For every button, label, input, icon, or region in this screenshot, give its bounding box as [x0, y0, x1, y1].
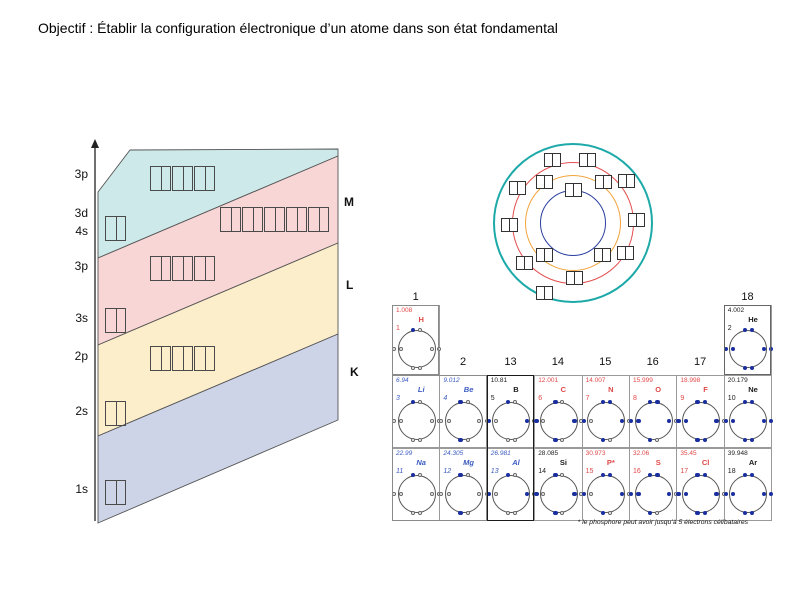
- element-symbol: Li: [417, 385, 425, 394]
- electron-dot: [487, 419, 491, 423]
- electron-slot: [447, 492, 451, 496]
- electron-dot: [724, 347, 728, 351]
- element-number: 11: [396, 468, 404, 475]
- electron-dot: [553, 438, 557, 442]
- group-header-2: 2: [460, 356, 467, 368]
- orbital-label-3d: 3d: [74, 206, 88, 220]
- element-number: 7: [585, 395, 590, 402]
- electron-dot: [743, 366, 747, 370]
- electron-dot: [458, 438, 462, 442]
- electron-dot: [676, 419, 680, 423]
- electron-slot: [418, 366, 422, 370]
- electron-dot: [743, 438, 747, 442]
- electron-dot: [553, 400, 557, 404]
- element-symbol: B: [513, 385, 519, 394]
- element-cell-Li: [392, 375, 440, 448]
- element-number: 2: [727, 325, 732, 332]
- electron-dot: [572, 419, 576, 423]
- element-mass: 30.973: [585, 450, 606, 457]
- electron-slot: [418, 438, 422, 442]
- element-mass: 35.45: [680, 450, 697, 457]
- element-mass: 1.008: [396, 307, 413, 314]
- electron-dot: [601, 438, 605, 442]
- group-header-15: 15: [599, 356, 612, 368]
- element-cell-F: [676, 375, 724, 448]
- element-mass: 39.948: [727, 450, 748, 457]
- element-number: 4: [443, 395, 448, 402]
- electron-dot: [553, 511, 557, 515]
- element-number: 8: [633, 395, 637, 402]
- element-symbol: P*: [606, 458, 615, 467]
- element-cell-O: [629, 375, 677, 448]
- electron-slot: [447, 419, 451, 423]
- electron-slot: [430, 419, 434, 423]
- element-mass: 9.012: [443, 377, 460, 384]
- orbital-label-2s: 2s: [75, 404, 88, 418]
- electron-dot: [724, 492, 728, 496]
- element-mass: 26.981: [490, 450, 511, 457]
- element-mass: 24.305: [443, 450, 464, 457]
- element-symbol: S: [655, 458, 661, 467]
- electron-slot: [466, 438, 470, 442]
- element-mass: 12.001: [538, 377, 559, 384]
- electron-dot: [458, 473, 462, 477]
- electron-dot: [676, 492, 680, 496]
- electron-dot: [655, 473, 659, 477]
- electron-slot: [439, 419, 443, 423]
- electron-dot: [458, 511, 462, 515]
- shell-letter-M: M: [344, 195, 354, 209]
- element-number: 10: [727, 395, 736, 402]
- orbital-label-1s: 1s: [75, 482, 88, 496]
- element-symbol: Na: [416, 458, 426, 467]
- element-number: 9: [680, 395, 685, 402]
- electron-dot: [714, 492, 718, 496]
- electron-slot: [655, 438, 659, 442]
- electron-dot: [582, 419, 586, 423]
- electron-dot: [534, 492, 538, 496]
- electron-dot: [582, 492, 586, 496]
- electron-dot: [703, 511, 707, 515]
- electron-slot: [608, 438, 612, 442]
- element-number: 3: [396, 395, 400, 402]
- electron-dot: [636, 419, 640, 423]
- electron-dot: [724, 419, 728, 423]
- orbital-label-4s: 4s: [75, 224, 88, 238]
- shell-letter-L: L: [346, 278, 354, 292]
- element-symbol: Al: [512, 458, 520, 467]
- electron-slot: [418, 511, 422, 515]
- electron-slot: [466, 511, 470, 515]
- electron-slot: [392, 419, 396, 423]
- element-number: 1: [396, 325, 400, 332]
- electron-dot: [629, 492, 633, 496]
- electron-dot: [743, 511, 747, 515]
- element-cell-Al: [487, 448, 535, 521]
- element-number: 13: [490, 468, 499, 475]
- element-symbol: H: [418, 315, 424, 324]
- group-header-18: 18: [741, 291, 754, 303]
- group-header-17: 17: [693, 356, 707, 368]
- element-number: 12: [443, 468, 452, 475]
- element-number: 5: [490, 395, 495, 402]
- electron-slot: [608, 511, 612, 515]
- element-symbol: Ne: [748, 385, 758, 394]
- element-number: 18: [727, 468, 736, 475]
- page-title: Objectif : Établir la configuration électronique d’un atome dans son état fondamental: [38, 20, 558, 36]
- electron-slot: [411, 511, 415, 515]
- element-cell-H: [392, 305, 440, 375]
- element-mass: 22.99: [396, 450, 413, 457]
- element-cell-Be: [439, 375, 487, 448]
- electron-slot: [494, 492, 498, 496]
- electron-slot: [589, 419, 593, 423]
- electron-slot: [439, 492, 443, 496]
- element-number: 16: [633, 468, 641, 475]
- electron-slot: [655, 511, 659, 515]
- element-cell-Na: [392, 448, 440, 521]
- element-cell-Ne: [724, 375, 772, 448]
- orbital-label-3p: 3p: [74, 167, 88, 181]
- electron-dot: [769, 492, 773, 496]
- electron-dot: [655, 400, 659, 404]
- element-mass: 15.999: [633, 377, 653, 384]
- element-symbol: Mg: [463, 458, 474, 467]
- electron-dot: [648, 438, 652, 442]
- electron-slot: [589, 492, 593, 496]
- footnote: * le phosphore peut avoir jusqu’à 5 électrons célibataires: [577, 519, 748, 526]
- element-mass: 10.81: [490, 377, 508, 384]
- element-mass: 28.085: [538, 450, 559, 457]
- element-symbol: Be: [463, 385, 474, 394]
- electron-slot: [513, 473, 517, 477]
- element-cell-B: [487, 375, 535, 448]
- element-symbol: F: [703, 385, 708, 394]
- group-header-1: 1: [412, 291, 419, 303]
- electron-slot: [506, 438, 510, 442]
- element-mass: 6.94: [396, 377, 409, 384]
- electron-dot: [714, 419, 718, 423]
- electron-slot: [560, 438, 564, 442]
- electron-dot: [553, 473, 557, 477]
- electron-dot: [750, 366, 754, 370]
- electron-dot: [636, 492, 640, 496]
- element-symbol: C: [560, 385, 567, 394]
- electron-slot: [506, 511, 510, 515]
- element-mass: 32.06: [633, 450, 650, 457]
- orbital-label-3s: 3s: [75, 311, 88, 325]
- electron-dot: [769, 419, 773, 423]
- electron-slot: [513, 438, 517, 442]
- electron-dot: [769, 347, 773, 351]
- element-cell-He: [724, 305, 772, 375]
- electron-dot: [572, 492, 576, 496]
- element-cell-Si: [534, 448, 582, 521]
- element-cell-P: [582, 448, 630, 521]
- element-symbol: O: [655, 385, 662, 394]
- electron-dot: [695, 438, 699, 442]
- electron-slot: [560, 511, 564, 515]
- electron-slot: [392, 492, 396, 496]
- electron-slot: [411, 366, 415, 370]
- electron-dot: [487, 492, 491, 496]
- element-symbol: Si: [559, 458, 567, 467]
- group-header-14: 14: [551, 356, 564, 368]
- element-symbol: N: [608, 385, 614, 394]
- electron-slot: [437, 347, 441, 351]
- electron-slot: [392, 347, 396, 351]
- electron-slot: [430, 492, 434, 496]
- electron-dot: [695, 511, 699, 515]
- electron-dot: [601, 511, 605, 515]
- element-mass: 14.007: [585, 377, 606, 384]
- element-cell-Cl: [676, 448, 724, 521]
- electron-slot: [513, 511, 517, 515]
- element-symbol: Ar: [748, 458, 758, 467]
- element-cell-Ar: [724, 448, 772, 521]
- element-cell-Mg: [439, 448, 487, 521]
- element-number: 17: [680, 468, 689, 475]
- element-cell-C: [534, 375, 582, 448]
- electron-dot: [458, 400, 462, 404]
- electron-slot: [466, 473, 470, 477]
- element-mass: 20.179: [727, 377, 748, 384]
- element-symbol: He: [748, 315, 758, 324]
- element-number: 15: [585, 468, 594, 475]
- electron-dot: [750, 511, 754, 515]
- orbital-label-3p: 3p: [74, 259, 88, 273]
- element-number: 6: [538, 395, 543, 402]
- element-cell-N: [582, 375, 630, 448]
- element-mass: 18.998: [680, 377, 701, 384]
- electron-dot: [629, 419, 633, 423]
- electron-dot: [695, 473, 699, 477]
- electron-slot: [494, 419, 498, 423]
- shell-letter-K: K: [350, 365, 359, 379]
- electron-slot: [466, 400, 470, 404]
- element-symbol: Cl: [701, 458, 710, 467]
- electron-slot: [411, 438, 415, 442]
- group-header-13: 13: [504, 356, 517, 368]
- element-cell-S: [629, 448, 677, 521]
- electron-slot: [513, 400, 517, 404]
- element-mass: 4.002: [727, 307, 745, 314]
- electron-dot: [703, 438, 707, 442]
- electron-dot: [648, 511, 652, 515]
- electron-dot: [750, 438, 754, 442]
- group-header-16: 16: [646, 356, 659, 368]
- element-number: 14: [538, 468, 546, 475]
- electron-dot: [695, 400, 699, 404]
- electron-dot: [534, 419, 538, 423]
- orbital-label-2p: 2p: [74, 349, 88, 363]
- electron-slot: [430, 347, 434, 351]
